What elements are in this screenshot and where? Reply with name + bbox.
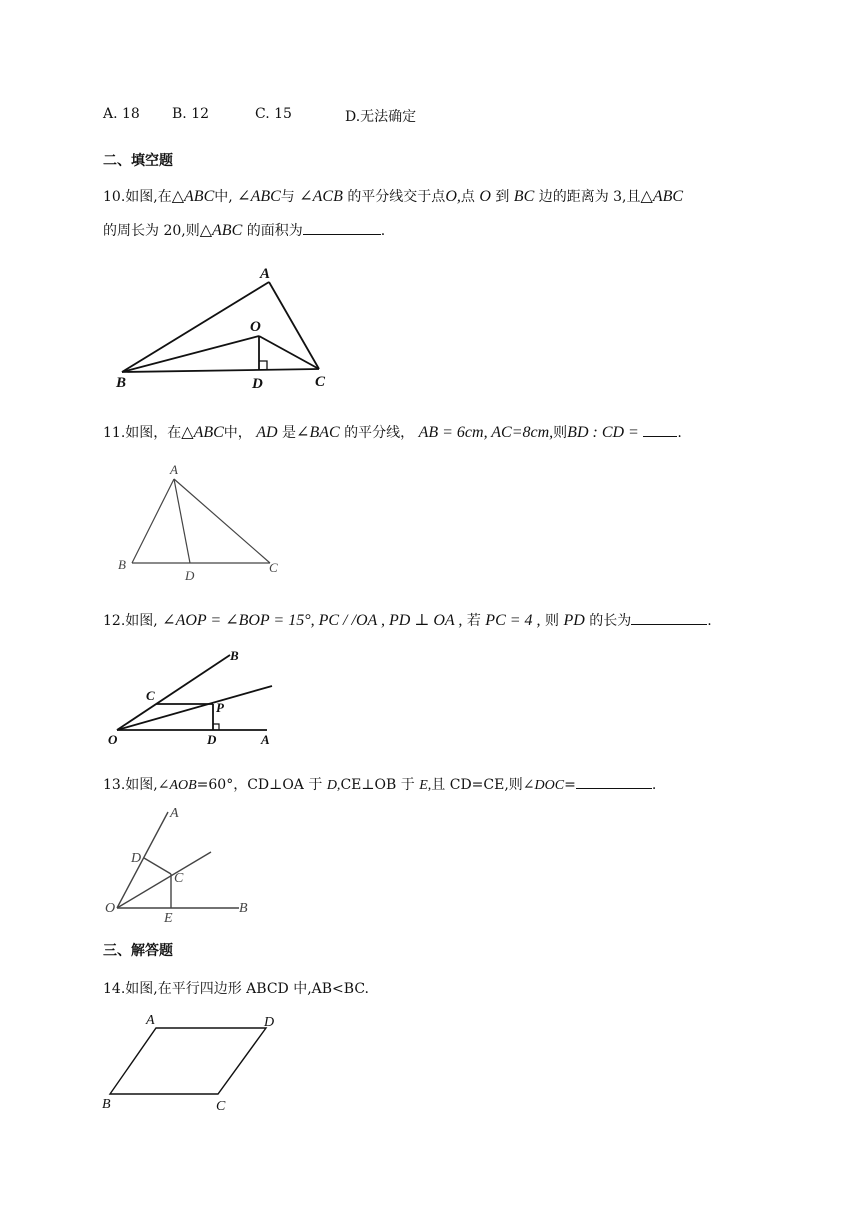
q11-label-c: C [269,560,278,575]
q10-period: . [380,223,386,239]
q11-period: . [677,425,682,441]
q10-point-o: O [479,188,491,205]
q10-label-b: B [116,375,127,391]
q10-angle-abc: ∠ABC [237,188,281,205]
q12-conditions: ∠AOP = ∠BOP = 15°, PC / /OA , PD ⊥ OA , [162,612,463,629]
q13-point-d: D, [326,778,341,793]
q14-label-d: D [264,1015,275,1030]
q10-text: 的周长为 20,则 [103,223,200,239]
q10-line-2 [103,220,385,240]
q10-label-c: C [315,374,326,390]
q12-label-b: B [230,648,239,663]
q11-side-ac [174,479,270,563]
q12-label-d: D [207,732,217,747]
q12-text: 则 [545,613,559,629]
q10-intro: 10.如图,在 [103,189,172,205]
section-heading-fill-in: 二、填空题 [103,153,173,169]
q11-text: 的平分线， [344,425,415,441]
q13-label-c: C [174,871,184,886]
q10-text: 的面积为 [246,223,303,239]
q12-label-p: P [216,700,224,715]
q13-text: =60°，CD⊥OA 于 [196,777,323,793]
q13-label-o: O [105,901,116,916]
q10-text: 与 [280,189,295,205]
q12-ray-op [117,686,272,730]
q10-segment-bo [122,336,259,372]
q10-text: 点 [460,189,475,205]
q10-label-o: O [250,319,261,335]
q12-text: 的长为 [589,613,632,629]
q11-label-b: B [118,557,126,572]
q10-triangle: △ABC [171,188,215,205]
q10-text: 边的距离为 3,且 [538,189,641,205]
q11-text: 是 [282,425,297,441]
q14-label-b: B [102,1097,111,1112]
q14-label-a: A [146,1013,155,1028]
q14-line: 14.如图,在平行四边形 ABCD 中,AB<BC. [103,981,369,997]
q10-right-angle-mark [259,361,267,370]
q13-line [103,774,656,794]
q13-point-e: E, [419,778,432,793]
q13-label-e: E [164,911,173,924]
option-a: A. 18 [103,106,140,122]
q13-label-b: B [239,901,248,916]
q10-side-bc: BC [513,188,535,205]
q12-pc-length: PC = 4 , [485,612,541,629]
q10-triangle: △ABC [199,222,243,239]
q11-intro: 11.如图，在 [103,425,182,441]
q10-text: 中, [214,189,233,205]
q11-angle-bac: ∠BAC [296,424,340,441]
q12-label-a: A [261,732,270,747]
q12-label-c: C [146,688,155,703]
q14-label-c: C [216,1099,226,1114]
q10-triangle: △ABC [640,188,684,205]
q11-segment-ad: AD [256,424,278,441]
q11-triangle: △ABC [181,424,224,441]
q10-side-ba [122,282,269,372]
q13-label-d: D [131,851,142,866]
q10-point-o: O, [445,188,461,205]
q12-text: 若 [466,613,481,629]
q11-label-a: A [170,462,178,477]
q10-text: 的平分线交于点 [347,189,446,205]
q10-text: 到 [495,189,510,205]
q13-intro: 13.如图, [103,777,158,793]
q11-side-ab [132,479,174,563]
q12-intro: 12.如图, [103,613,158,629]
section-heading-solve: 三、解答题 [103,943,173,959]
q12-label-o: O [108,732,118,747]
q12-answer-blank[interactable] [631,623,707,625]
q13-angle-doc: DOC [534,778,565,793]
q12-line [103,610,712,630]
q13-equals: = [564,777,576,793]
q10-angle-acb: ∠ACB [299,188,343,205]
q10-figure [108,258,348,394]
q11-answer-blank[interactable] [643,435,677,437]
q13-angle-aob: ∠AOB [157,778,197,793]
q10-label-d: D [252,376,263,392]
q13-text: CE⊥OB 于 [340,777,415,793]
q13-figure [100,800,260,924]
q10-line-1 [103,186,683,206]
q12-segment-pd: PD [563,612,585,629]
q13-answer-blank[interactable] [576,787,652,789]
q14-figure [98,1010,280,1114]
q11-text: 则 [553,425,568,441]
q11-label-d: D [185,568,195,583]
q12-figure [106,646,286,750]
q12-period: . [707,613,712,629]
q13-label-a: A [170,806,179,821]
option-d: D.无法确定 [345,109,417,125]
q13-period: . [651,777,657,793]
q14-parallelogram [110,1028,266,1094]
q11-ratio: BD : CD = [567,424,639,441]
option-c: C. 15 [255,106,292,122]
q13-segment-cd [144,858,171,874]
q11-line [103,422,682,442]
option-b: B. 12 [172,106,210,122]
q11-lengths: AB = 6cm, AC=8cm, [418,424,554,441]
q10-answer-blank[interactable] [303,233,381,235]
q10-side-bc [122,369,319,372]
q11-text: 中， [223,425,252,441]
q10-label-a: A [260,266,271,282]
q13-text: 且 CD=CE,则∠ [431,777,535,793]
q11-figure [112,462,292,586]
